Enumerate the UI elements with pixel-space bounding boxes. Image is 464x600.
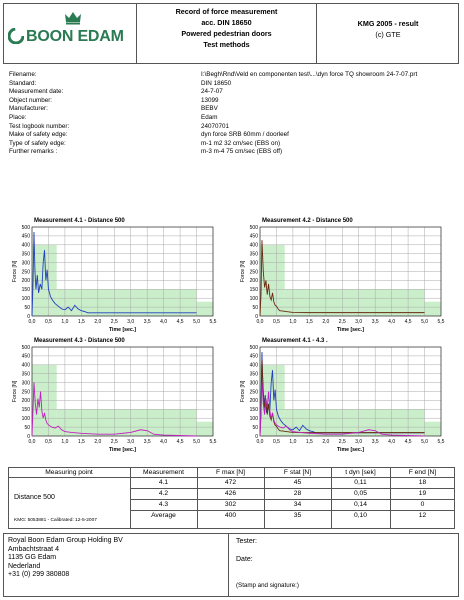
info-label: Further remarks : (9, 148, 58, 156)
tester-label: Tester: (236, 538, 258, 545)
x-tick-label: 2,0 (322, 439, 330, 445)
table-cell: 472 (224, 479, 237, 486)
y-tick-label: 450 (21, 233, 30, 240)
info-value: I:\Begh\Rnd\Veld en componenten test\...\dyn force TQ showroom 24-7-07.prt (201, 71, 418, 78)
y-tick-label: 400 (21, 362, 30, 369)
report-title: KMG 2005 - result (357, 19, 419, 28)
y-tick-label: 300 (249, 260, 258, 267)
force-chart (236, 338, 464, 459)
chart-title: Measurement 4.2 - Distance 500 (262, 218, 353, 224)
info-value: m-3 m-4 75 cm/sec (EBS off) (201, 148, 283, 156)
title-line: Record of force measurement (175, 7, 278, 16)
y-tick-label: 450 (21, 353, 30, 360)
logo-wordmark: BOON EDAM (26, 28, 124, 45)
force-chart (8, 218, 236, 338)
allowed-force-zone (32, 302, 213, 316)
copyright: (c) GTE (375, 30, 401, 39)
address-line: Ambachtstraat 4 (8, 545, 59, 553)
y-tick-label: 450 (249, 353, 258, 360)
y-tick-label: 450 (249, 233, 258, 240)
x-tick-label: 4,0 (160, 439, 168, 445)
table-cell: 4.2 (158, 490, 169, 497)
x-tick-label: 5,5 (437, 319, 445, 325)
x-tick-label: 3,0 (127, 439, 135, 445)
table-cell: 28 (293, 490, 302, 497)
report-id (317, 18, 459, 40)
table-cell: 400 (224, 512, 237, 519)
y-tick-label: 250 (21, 269, 30, 276)
y-axis-label: Force [N] (240, 380, 246, 403)
x-tick-label: 4,0 (388, 439, 396, 445)
x-tick-label: 2,5 (110, 319, 118, 325)
y-tick-label: 400 (249, 362, 258, 369)
y-tick-label: 300 (21, 260, 30, 267)
x-tick-label: 3,5 (143, 439, 151, 445)
x-tick-label: 4,5 (176, 439, 184, 445)
table-header-cell: Measurement (143, 469, 184, 476)
y-tick-label: 500 (249, 344, 258, 351)
y-tick-label: 150 (21, 287, 30, 294)
x-tick-label: 4,0 (388, 319, 396, 325)
x-tick-label: 5,5 (209, 319, 217, 325)
logo-mark-icon (8, 28, 24, 44)
x-tick-label: 0,5 (44, 439, 52, 445)
y-tick-label: 500 (21, 344, 30, 351)
y-tick-label: 150 (249, 407, 258, 414)
y-tick-label: 350 (21, 251, 30, 258)
allowed-force-zone (32, 422, 213, 436)
info-label: Standard: (9, 79, 37, 87)
x-tick-label: 0,5 (44, 319, 52, 325)
info-label: Type of safety edge: (9, 139, 66, 147)
y-tick-label: 350 (249, 251, 258, 258)
table-cell: 34 (293, 501, 302, 508)
chart-svg (236, 218, 464, 338)
info-label: Make of safety edge: (9, 131, 68, 139)
table-header-cell: Measuring point (45, 469, 93, 476)
y-tick-label: 250 (249, 269, 258, 276)
y-tick-label: 300 (249, 380, 258, 387)
company-address (8, 537, 123, 580)
x-tick-label: 1,0 (61, 319, 69, 325)
y-axis-label: Force [N] (12, 260, 18, 283)
info-value: 24-7-07 (201, 88, 223, 96)
x-tick-label: 5,0 (421, 319, 429, 325)
y-tick-label: 150 (21, 407, 30, 414)
chart-title: Measurement 4.1 - 4.3 . (262, 338, 328, 344)
y-tick-label: 500 (249, 224, 258, 231)
info-label: Filename: (9, 71, 37, 78)
x-tick-label: 4,5 (404, 439, 412, 445)
y-tick-label: 150 (249, 287, 258, 294)
y-tick-label: 250 (249, 389, 258, 396)
x-tick-label: 1,5 (77, 439, 85, 445)
x-tick-label: 5,0 (421, 439, 429, 445)
x-tick-label: 3,0 (355, 439, 363, 445)
y-tick-label: 350 (21, 371, 30, 378)
table-cell: 0,14 (353, 501, 368, 508)
document-title (137, 6, 316, 50)
table-cell: 4.3 (158, 501, 169, 508)
x-tick-label: 3,5 (371, 439, 379, 445)
y-tick-label: 0 (27, 313, 30, 320)
x-tick-label: 0,5 (272, 439, 280, 445)
x-tick-label: 5,0 (193, 319, 201, 325)
table-cell: 4.1 (158, 479, 169, 486)
table-cell: 18 (418, 479, 427, 486)
measuring-point-label: Distance 500 (14, 494, 55, 501)
chart-title: Measurement 4.1 - Distance 500 (34, 218, 125, 224)
table-header-cell: F end [N] (408, 469, 437, 476)
table-rule (130, 499, 455, 500)
calibration-note: KMG: 5053881 - Calibrated: 12-5-2007 (14, 518, 97, 523)
y-tick-label: 0 (27, 433, 30, 440)
y-tick-label: 200 (249, 398, 258, 405)
company-logo (6, 8, 134, 58)
title-line: acc. DIN 18650 (201, 18, 252, 27)
y-tick-label: 350 (249, 371, 258, 378)
x-tick-label: 2,5 (338, 319, 346, 325)
table-cell: 426 (224, 490, 237, 497)
table-cell: 0,10 (353, 512, 368, 519)
y-tick-label: 400 (249, 242, 258, 249)
address-line: Nederland (8, 562, 41, 570)
x-axis-label: Time [sec.] (336, 327, 365, 333)
y-tick-label: 50 (252, 304, 258, 311)
y-tick-label: 250 (21, 389, 30, 396)
info-value: dyn force SRB 60mm / doorleef (201, 131, 289, 139)
address-line: +31 (0) 299 380808 (8, 571, 70, 579)
y-tick-label: 50 (24, 304, 30, 311)
x-tick-label: 2,5 (338, 439, 346, 445)
y-tick-label: 0 (255, 313, 258, 320)
y-tick-label: 200 (249, 278, 258, 285)
y-tick-label: 100 (21, 296, 30, 302)
info-label: Measurement date: (9, 88, 64, 96)
table-cell: 35 (293, 512, 302, 519)
x-tick-label: 2,0 (94, 319, 102, 325)
info-label: Place: (9, 114, 27, 121)
info-label: Test logbook number: (9, 122, 70, 130)
y-tick-label: 100 (249, 416, 258, 422)
x-tick-label: 3,5 (143, 319, 151, 325)
force-chart (8, 338, 236, 459)
y-tick-label: 100 (249, 296, 258, 302)
y-tick-label: 100 (21, 416, 30, 422)
table-rule (130, 510, 455, 511)
info-value: 24070701 (201, 122, 230, 130)
x-axis-label: Time [sec.] (336, 447, 365, 453)
x-tick-label: 1,0 (289, 319, 297, 325)
info-value: Edam (201, 114, 218, 121)
chart-svg (8, 338, 236, 459)
chart-svg (236, 338, 464, 459)
info-label: Object number: (9, 96, 53, 104)
stamp-label: (Stamp and signature:) (236, 582, 299, 589)
y-tick-label: 0 (255, 433, 258, 440)
table-cell: 0,11 (354, 479, 367, 486)
force-chart (236, 218, 464, 338)
table-cell: 45 (293, 479, 302, 486)
x-tick-label: 5,5 (209, 439, 217, 445)
x-tick-label: 1,0 (289, 439, 297, 445)
x-tick-label: 5,5 (437, 439, 445, 445)
table-rule (8, 477, 455, 478)
x-axis-label: Time [sec.] (108, 447, 137, 453)
table-cell: 12 (418, 512, 427, 519)
title-line: Powered pedestrian doors (181, 29, 272, 38)
x-tick-label: 1,5 (305, 319, 313, 325)
x-tick-label: 3,5 (371, 319, 379, 325)
y-tick-label: 50 (252, 424, 258, 431)
x-tick-label: 2,0 (322, 319, 330, 325)
x-tick-label: 4,5 (176, 319, 184, 325)
y-tick-label: 500 (21, 224, 30, 231)
x-tick-label: 3,0 (127, 319, 135, 325)
allowed-force-zone (260, 422, 441, 436)
x-tick-label: 0,0 (28, 439, 36, 445)
address-line: 1135 GG Edam (8, 554, 57, 562)
x-tick-label: 4,0 (160, 319, 168, 325)
chart-svg (8, 218, 236, 338)
y-axis-label: Force [N] (240, 260, 246, 283)
table-cell: 302 (224, 501, 237, 508)
x-tick-label: 4,5 (404, 319, 412, 325)
x-tick-label: 0,0 (256, 319, 264, 325)
y-tick-label: 400 (21, 242, 30, 249)
y-axis-label: Force [N] (12, 380, 18, 403)
x-axis-label: Time [sec.] (108, 327, 137, 333)
table-rule (130, 488, 455, 489)
date-label: Date: (236, 556, 253, 563)
table-cell: 0,05 (353, 490, 368, 497)
y-tick-label: 50 (24, 424, 30, 431)
x-tick-label: 0,0 (28, 319, 36, 325)
x-tick-label: 2,0 (94, 439, 102, 445)
allowed-force-zone (260, 302, 441, 316)
table-header-cell: F stat [N] (283, 469, 312, 476)
table-cell: 0 (420, 501, 425, 508)
info-value: 13099 (201, 96, 219, 104)
x-tick-label: 0,0 (256, 439, 264, 445)
x-tick-label: 5,0 (193, 439, 201, 445)
x-tick-label: 1,5 (305, 439, 313, 445)
x-tick-label: 1,0 (61, 439, 69, 445)
y-tick-label: 200 (21, 398, 30, 405)
chart-title: Measurement 4.3 - Distance 500 (34, 338, 125, 344)
x-tick-label: 1,5 (77, 319, 85, 325)
footer-divider (228, 533, 229, 597)
table-cell: Average (151, 512, 176, 519)
x-tick-label: 0,5 (272, 319, 280, 325)
table-header-cell: t dyn [sek] (345, 469, 376, 476)
x-tick-label: 2,5 (110, 439, 118, 445)
address-line: Royal Boon Edam Group Holding BV (8, 537, 123, 544)
info-value: m-1 m2 32 cm/sec (EBS on) (201, 139, 281, 147)
info-value: DIN 18650 (201, 79, 232, 87)
crown-icon (64, 11, 82, 25)
title-line: Test methods (203, 40, 250, 49)
y-tick-label: 300 (21, 380, 30, 387)
x-tick-label: 3,0 (355, 319, 363, 325)
table-cell: 19 (418, 490, 427, 497)
info-label: Manufacturer: (9, 105, 48, 113)
y-tick-label: 200 (21, 278, 30, 285)
table-header-cell: F max [N] (216, 469, 245, 476)
info-value: BEBV (201, 105, 218, 113)
